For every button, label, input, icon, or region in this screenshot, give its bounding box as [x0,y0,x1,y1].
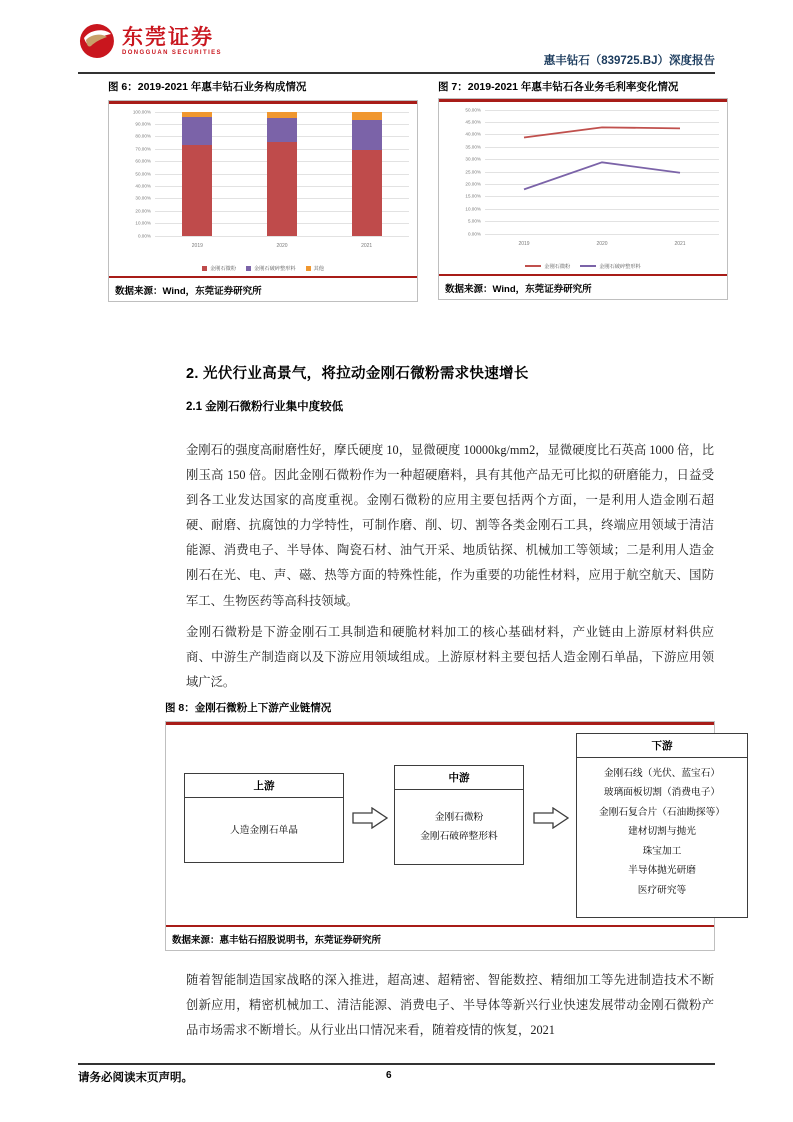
legend-swatch-icon [306,266,311,271]
bar-segment [267,112,297,119]
chart-y-axis-tick: 50.00% [135,171,151,177]
dongguan-securities-logo-icon [78,22,116,60]
diagram-downstream-item: 金刚石复合片（石油勘探等） [599,806,725,818]
diagram-midstream-title: 中游 [395,766,523,790]
legend-item [525,263,570,270]
legend-item [246,265,296,272]
diagram-midstream-box [394,765,524,865]
figure-6-legend [109,262,417,272]
figure-6-caption: 图 6：2019-2021 年惠丰钻石业务构成情况 [108,81,307,93]
figure-8 [165,700,725,951]
chart-y-axis-tick: 25.00% [465,169,481,175]
figure-8-caption: 图 8：金刚石微粉上下游产业链情况 [165,702,332,714]
figure-6 [108,79,418,302]
chart-y-axis-tick: 5.00% [467,218,481,224]
diagram-upstream-items [185,798,343,860]
chart-x-axis-tick: 2021 [361,242,373,249]
footer-page-number: 6 [386,1070,392,1081]
figure-6-source: 数据来源：Wind，东莞证券研究所 [115,286,262,298]
section-heading-2: 2. 光伏行业高景气，将拉动金刚石微粉需求快速增长 [186,366,529,382]
legend-item [202,265,236,272]
diagram-downstream-title: 下游 [577,734,747,758]
arrow-right-icon-1 [352,807,388,834]
chart-y-axis-tick: 90.00% [135,121,151,127]
diagram-downstream-box [576,733,748,918]
footer-divider [78,1063,715,1065]
logo-company-name-en: DONGGUAN SECURITIES [122,50,222,57]
diagram-downstream-item: 建材切割与抛光 [628,826,696,838]
diagram-downstream-item: 半导体抛光研磨 [628,865,696,877]
figure-8-source: 数据来源：惠丰钻石招股说明书，东莞证券研究所 [172,935,382,947]
chart-x-axis-tick: 2020 [276,242,288,249]
chart-y-axis-tick: 0.00% [137,233,151,239]
chart-y-axis-tick: 60.00% [135,158,151,164]
chart-line-series [524,162,680,189]
figure-7 [438,79,728,300]
legend-swatch-icon [246,266,251,271]
body-paragraph-3: 随着智能制造国家战略的深入推进，超高速、超精密、智能数控、精细加工等先进制造技术不断创新应用，精密机械加工、清洁能源、消费电子、半导体等新兴行业快速发展带动金刚石微粉产品市场需求不断增长。从行业出口情况来看，随着疫情的恢复，2021 [186,973,714,1038]
legend-label: 金刚石微粉 [544,263,571,270]
line-chart-series-layer [439,102,727,260]
logo-company-name-cn: 东莞证券 [122,25,214,49]
chart-x-axis-tick: 2020 [596,240,608,247]
page-header [78,22,715,74]
chart-y-axis-tick: 50.00% [465,107,481,113]
bar-segment [267,142,297,236]
logo-text [122,22,222,56]
figure-7-caption: 图 7：2019-2021 年惠丰钻石各业务毛利率变化情况 [438,81,679,93]
legend-line-icon [525,265,541,267]
figure-7-source: 数据来源：Wind，东莞证券研究所 [445,284,592,296]
line-chart [439,102,727,260]
diagram-upstream-box [184,773,344,863]
legend-label: 金刚石微粉 [210,265,237,272]
diagram-midstream-item: 金刚石微粉 [434,812,484,824]
bar-segment [267,118,297,142]
value-chain-diagram [166,725,725,925]
chart-y-axis-tick: 70.00% [135,146,151,152]
chart-y-axis-tick: 20.00% [465,181,481,187]
stacked-bar-chart [109,104,417,262]
diagram-downstream-items [577,758,747,914]
figure-7-legend [439,260,727,270]
bar-segment [182,117,212,145]
diagram-midstream-items [395,790,523,862]
chart-y-axis-tick: 35.00% [465,144,481,150]
figure-7-box [438,98,728,300]
diagram-downstream-item: 珠宝加工 [642,845,682,857]
chart-y-axis-tick: 40.00% [135,183,151,189]
chart-x-axis-tick: 2019 [518,240,530,247]
diagram-upstream-item: 人造金刚石单晶 [230,824,298,836]
header-divider [78,72,715,74]
report-title: 惠丰钻石（839725.BJ）深度报告 [543,55,715,67]
chart-y-axis-tick: 0.00% [467,231,481,237]
diagram-downstream-item: 玻璃面板切割（消费电子） [603,787,721,799]
chart-line-series [524,127,680,137]
chart-x-axis-tick: 2019 [191,242,203,249]
chart-y-axis-tick: 40.00% [465,131,481,137]
chart-y-axis-tick: 80.00% [135,133,151,139]
legend-label: 其他 [313,265,324,272]
company-logo [78,22,222,60]
legend-label: 金刚石破碎整形料 [599,263,641,270]
chart-y-axis-tick: 10.00% [465,206,481,212]
figure-8-box [165,721,725,951]
bar-segment [352,120,382,150]
legend-item [306,265,324,272]
chart-gridline [155,236,409,237]
chart-y-axis-tick: 45.00% [465,119,481,125]
legend-swatch-icon [202,266,207,271]
diagram-downstream-item: 金刚石线（光伏、蓝宝石） [603,767,721,779]
footer-disclaimer: 请务必阅读末页声明。 [78,1072,193,1084]
chart-y-axis-tick: 15.00% [465,193,481,199]
chart-x-axis-tick: 2021 [674,240,686,247]
diagram-downstream-item: 医疗研究等 [637,884,687,896]
arrow-right-icon-2 [533,807,569,834]
legend-item [580,263,641,270]
bar-segment [182,112,212,118]
bar-segment [182,145,212,236]
diagram-upstream-title: 上游 [185,774,343,798]
body-paragraph-2: 金刚石微粉是下游金刚石工具制造和硬脆材料加工的核心基础材料，产业链由上游原材料供应商、中游生产制造商以及下游应用领域组成。上游原材料主要包括人造金刚石单晶，下游应用领域广泛。 [186,625,714,690]
diagram-midstream-item: 金刚石破碎整形料 [420,831,498,843]
bar-segment [352,112,382,120]
body-paragraph-1: 金刚石的强度高耐磨性好，摩氏硬度 10，显微硬度 10000kg/mm2，显微硬度比石英高 1000 倍，比刚玉高 150 倍。因此金刚石微粉作为一种超硬磨料，具有其他产品无可比拟的研磨能力，日益受到各工业发达国家的高度重视。金刚石微粉的应用主要包括两个方面，一是利用人造金刚石超硬、耐磨、抗腐蚀的力学特性，可制作磨、削、切、割等各类金刚石工具，终端应用领域于清洁能源、消费电子、半导体、陶瓷石材、油气开采、地质钻探、机械加工等领域；二是利用人造金刚石在光、电、声、磁、热等方面的特殊性能，作为重要的功能性材料，应用于航空航天、国防军工、生物医药等高科技领域。 [186,443,714,608]
bar-segment [352,150,382,236]
chart-y-axis-tick: 30.00% [135,195,151,201]
legend-line-icon [580,265,596,267]
chart-y-axis-tick: 100.00% [132,109,151,115]
legend-label: 金刚石破碎整形料 [254,265,296,272]
chart-y-axis-tick: 30.00% [465,156,481,162]
section-heading-2-1: 2.1 金刚石微粉行业集中度较低 [186,401,344,413]
chart-y-axis-tick: 10.00% [135,220,151,226]
chart-y-axis-tick: 20.00% [135,208,151,214]
figure-6-box [108,100,418,302]
